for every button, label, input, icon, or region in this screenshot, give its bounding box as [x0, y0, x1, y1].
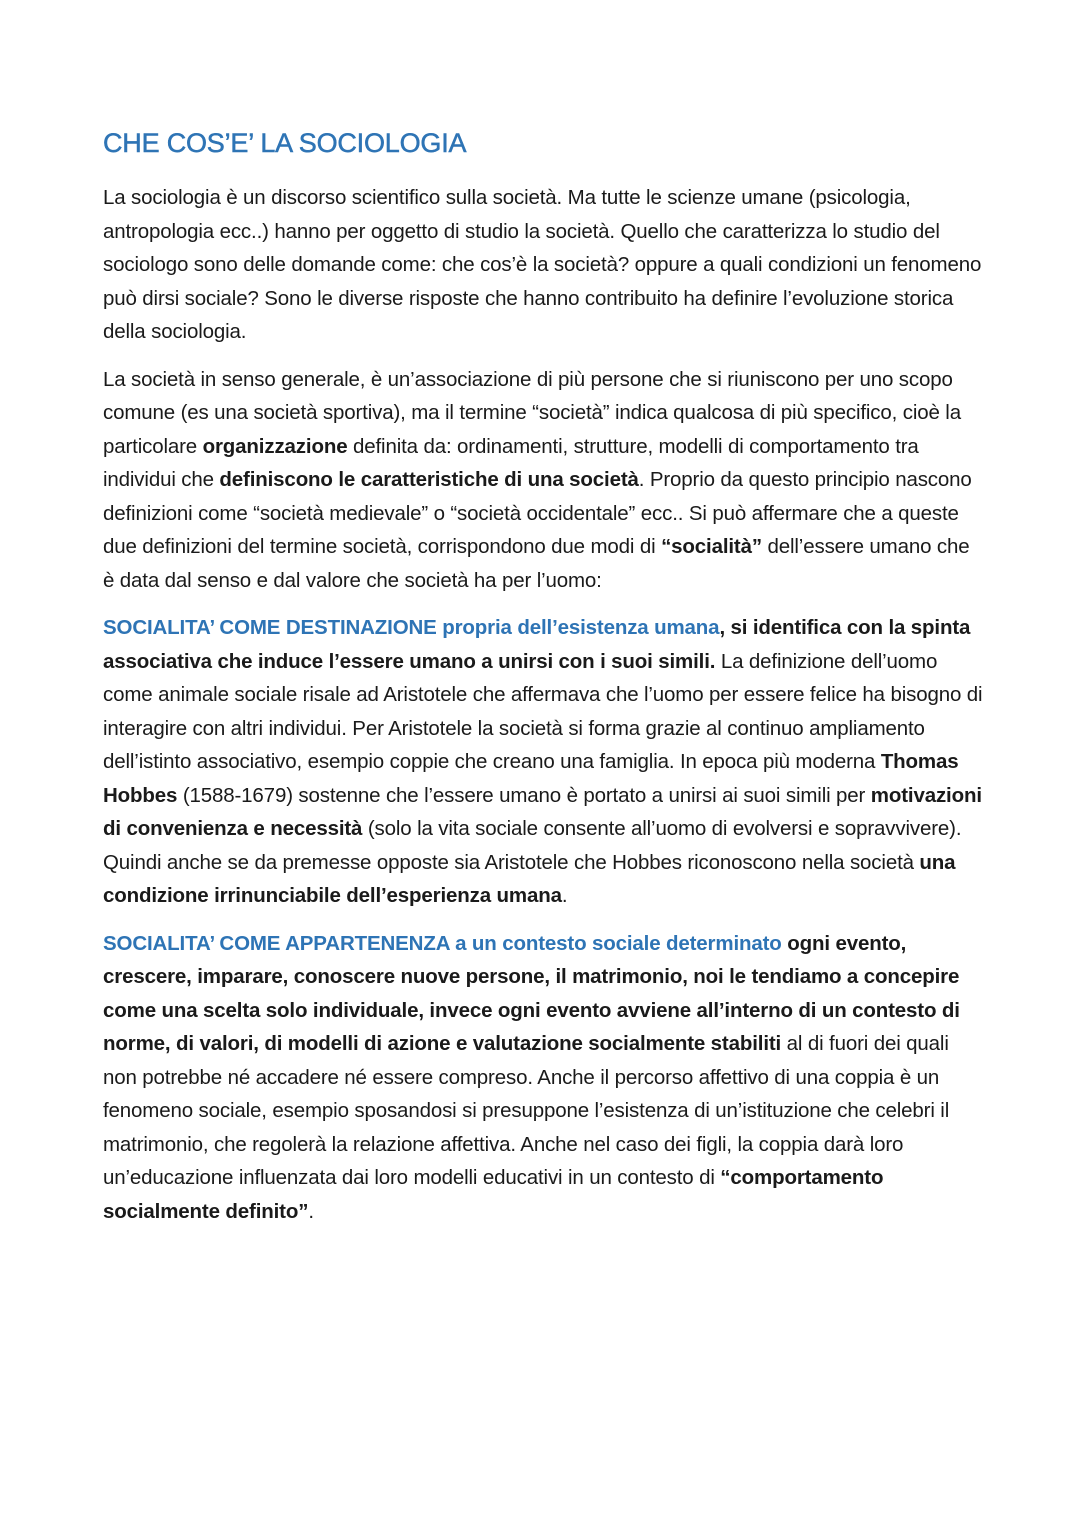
- paragraph-intro: [103, 181, 983, 349]
- bold-term: , si identifica con la spinta associativa che induce l’essere umano a unirsi con i suoi simili.: [103, 616, 971, 673]
- section-heading-belonging: SOCIALITA’ COME APPARTENENZA a un contesto sociale determinato: [103, 931, 782, 955]
- text-run: al di fuori dei quali non potrebbe né accadere né essere compreso. Anche il percorso affettivo di una coppia è un fenomeno sociale, esempio sposandosi si presuppone l’esistenza di un’istituzione che celebri il matrimonio, che regolerà la relazione affettiva. Anche nel caso dei figli, la coppia darà loro un’educazione influenzata dai loro modelli educativi in un contesto di: [103, 1032, 950, 1189]
- text-run: dell’essere umano che è data dal senso e dal valore che società ha per l’uomo:: [103, 535, 970, 592]
- bold-term: ogni evento, crescere, imparare, conoscere nuove persone, il matrimonio, noi le tendiamo a concepire come una scelta solo individuale, invece ogni evento avviene all’interno di un contesto di norme, di valori, di modelli di azione e valutazione socialmente stabiliti: [103, 931, 960, 1055]
- document-page: [103, 128, 983, 1242]
- text-run: (solo la vita sociale consente all’uomo di evolversi e sopravvivere). Quindi anche se da premesse opposte sia Aristotele che Hobbes riconoscono nella società: [103, 817, 962, 874]
- paragraph-society: [103, 363, 983, 598]
- text-run: .: [561, 884, 568, 907]
- text-run: (1588-1679) sostenne che l’essere umano è portato a unirsi ai suoi simili per: [177, 783, 871, 807]
- paragraph-destination: [103, 611, 983, 913]
- paragraph-belonging: [103, 927, 983, 1229]
- bold-term: organizzazione: [202, 434, 348, 458]
- bold-term: “comportamento socialmente definito”: [103, 1166, 884, 1223]
- text-run: definita da: ordinamenti, strutture, modelli di comportamento tra individui che: [103, 434, 919, 491]
- text-run: . Proprio da questo principio nascono definizioni come “società medievale” o “società occidentale” ecc.. Si può affermare che a queste due definizioni del termine società, corrispondono due modi di: [103, 468, 972, 558]
- section-heading-destination: SOCIALITA’ COME DESTINAZIONE propria dell’esistenza umana: [103, 616, 720, 639]
- page-title: CHE COS’E’ LA SOCIOLOGIA: [103, 128, 467, 158]
- text-run: La società in senso generale, è un’associazione di più persone che si riuniscono per uno scopo comune (es una società sportiva), ma il termine “società” indica qualcosa di più specifico, cioè la particolare: [103, 367, 961, 458]
- bold-term: definiscono le caratteristiche di una società: [219, 468, 639, 491]
- text-run: La definizione dell’uomo come animale sociale risale ad Aristotele che affermava che l’uomo per essere felice ha bisogno di interagire con altri individui. Per Aristotele la società si forma grazie al continuo ampliamento dell’istinto associativo, esempio coppie che creano una famiglia. In epoca più moderna: [103, 649, 983, 773]
- paragraph-intro-text: La sociologia è un discorso scientifico sulla società. Ma tutte le scienze umane (psicologia, antropologia ecc..) hanno per oggetto di studio la società. Quello che caratterizza lo studio del sociologo sono delle domande come: che cos’è la società? oppure a quali condizioni un fenomeno può dirsi sociale? Sono le diverse risposte che hanno contribuito ha definire l’evoluzione storica della sociologia.: [103, 186, 982, 343]
- bold-term: Thomas Hobbes: [103, 750, 959, 807]
- bold-term: una condizione irrinunciabile dell’esperienza umana: [103, 850, 956, 907]
- text-run: .: [308, 1199, 314, 1223]
- bold-term: motivazioni di convenienza e necessità: [103, 783, 982, 840]
- bold-term: “socialità”: [661, 535, 762, 558]
